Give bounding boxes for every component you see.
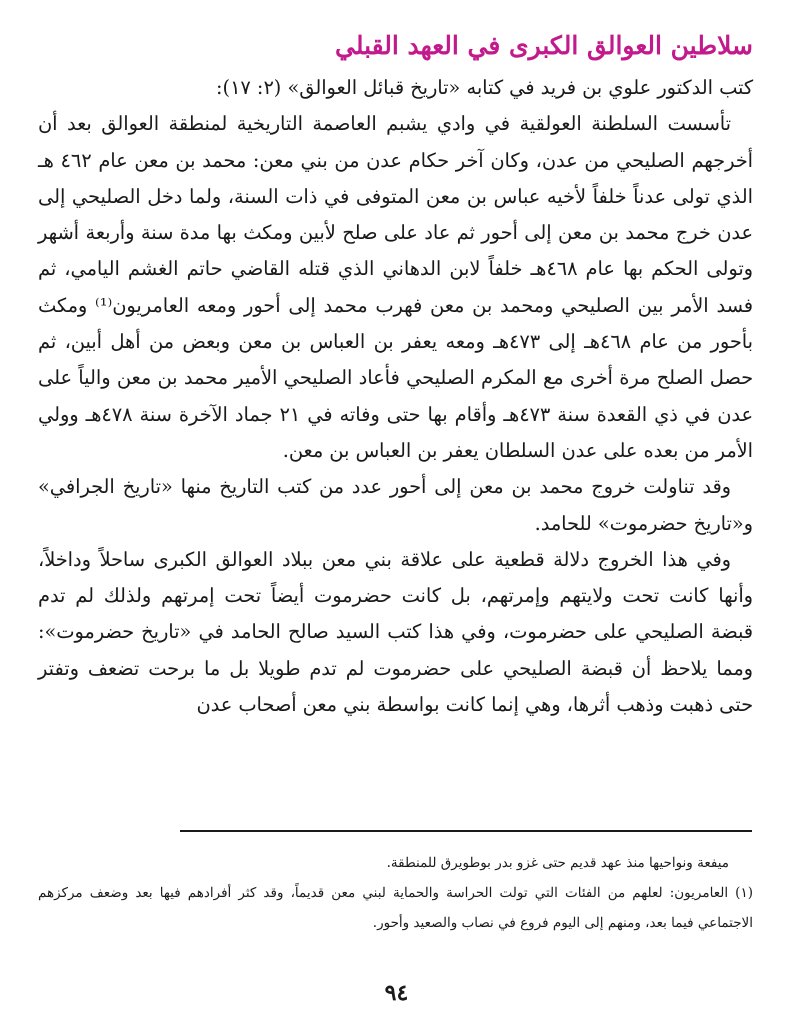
paragraph-analysis: وفي هذا الخروج دلالة قطعية على علاقة بني معن ببلاد العوالق الكبرى ساحلاً وداخلاً، وأنها كانت تحت ولايتهم وإمرتهم، بل كانت حضرموت أيضاً تحت إمرتهم ولذلك لم تدم قبضة الصليحي على حضرموت، وفي هذا كتب السيد صالح الحامد في «تاريخ حضرموت»: ومما يلاحظ أن قبضة الصليحي على حضرموت لم تدم طويلا بل ما برحت تضعف وتفتر حتى ذهبت وذهب أثرها، وهي إنما كانت بواسطة بني معن أصحاب عدن [38, 547, 753, 717]
footnote-1: (١) العامريون: لعلهم من الفئات التي تولت الحراسة والحماية لبني معن قديماً، وقد كثر أفرادهم فيها بعد وضعف مركزهم الاجتماعي فيما بعد، ومنهم إلى اليوم فروع في نصاب والصعيد وأحور. [38, 885, 753, 931]
main-text [38, 70, 753, 723]
paragraph-sources: وقد تناولت خروج محمد بن معن إلى أحور عدد من كتب التاريخ منها «تاريخ الجرافي» و«تاريخ حضرموت» للحامد. [38, 475, 753, 535]
footnote-continued: ميفعة ونواحيها منذ عهد قديم حتى غزو بدر بوطويرق للمنطقة. [386, 855, 729, 871]
footnotes [38, 848, 753, 938]
section-heading: سلاطين العوالق الكبرى في العهد القبلي [334, 31, 753, 60]
page-number: ٩٤ [384, 980, 409, 1006]
footnote-divider [180, 830, 752, 832]
paragraph-quote: تأسست السلطنة العولقية في وادي يشبم العاصمة التاريخية لمنطقة العوالق بعد أن أخرجهم الصليحي من عدن، وكان آخر حكام عدن من بني معن: محمد بن معن عام ٤٦٢ هـ الذي تولى عدناً خلفاً لأخيه عباس بن معن المتوفى في ذات السنة، ولما دخل الصليحي إلى عدن خرج محمد بن معن إلى أحور ثم عاد على صلح لأبين ومكث بها مدة سنة وأربعة أشهر وتولى الحكم بها عام ٤٦٨هـ خلفاً لابن الدهاني الذي قتله القاضي حاتم الغشم اليامي، ثم فسد الأمر بين الصليحي ومحمد بن معن فهرب محمد إلى أحور ومعه العامريون⁽¹⁾ ومكث بأحور من عام ٤٦٨هـ إلى ٤٧٣هـ ومعه يعفر بن العباس بن معن وبعض من أهل أبين، ثم حصل الصلح مرة أخرى مع المكرم الصليحي فأعاد الصليحي الأمير محمد بن معن والياً على عدن في ذي القعدة سنة ٤٧٣هـ وأقام بها حتى وفاته في ٢١ جماد الآخرة سنة ٤٧٨هـ وولي الأمر من بعده على عدن السلطان يعفر بن العباس بن معن. [38, 112, 753, 462]
paragraph-intro: كتب الدكتور علوي بن فريد في كتابه «تاريخ قبائل العوالق» (٢: ١٧): [216, 76, 753, 99]
